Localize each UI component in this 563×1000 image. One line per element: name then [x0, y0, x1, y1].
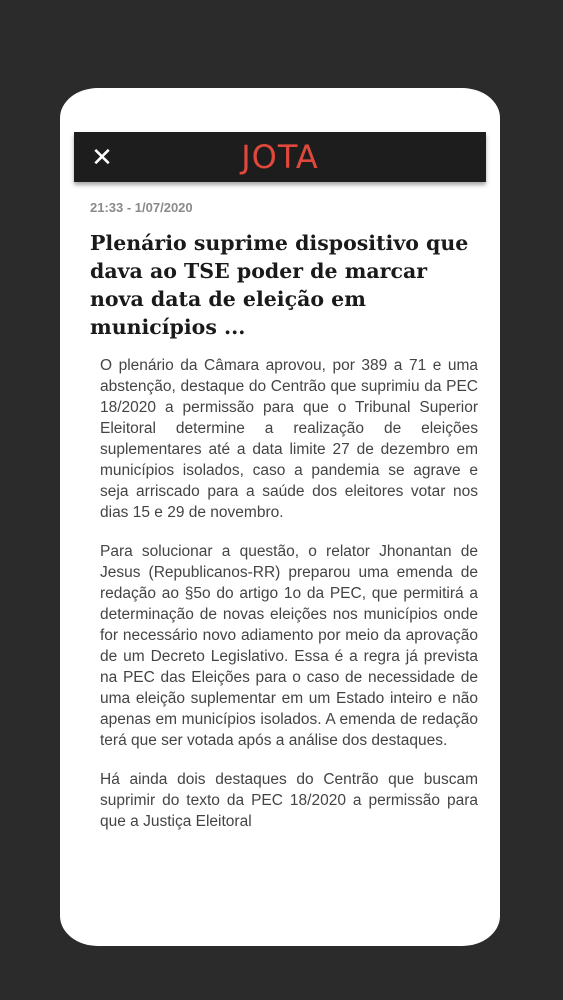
phone-screen — [60, 88, 500, 946]
article-timestamp: 21:33 - 1/07/2020 — [90, 200, 193, 215]
article-paragraph: O plenário da Câmara aprovou, por 389 a 71 e uma abstenção, destaque do Centrão que suprimiu da PEC 18/2020 a permissão para que o Tribunal Superior Eleitoral determine a realização de eleições suplementares até a data limite 27 de dezembro em municípios isolados, caso a pandemia se agrave e seja arriscado para a saúde dos eleitores votar nos dias 15 e 29 de novembro. — [100, 357, 478, 521]
article-body — [90, 355, 478, 832]
article-paragraph: Há ainda dois destaques do Centrão que buscam suprimir do texto da PEC 18/2020 a permissão para que a Justiça Eleitoral — [100, 771, 478, 830]
scroll-fade — [60, 852, 500, 870]
article-content[interactable] — [90, 200, 478, 870]
jota-logo: JOTA — [241, 138, 319, 176]
article-paragraph: Para solucionar a questão, o relator Jhonantan de Jesus (Republicanos-RR) preparou uma emenda de redação ao §5o do artigo 1o da PEC, que permitirá a determinação de novas eleições nos municípios onde for necessário novo adiamento por meio da aprovação de um Decreto Legislativo. Essa é a regra já prevista na PEC das Eleições para o caso de necessidade de uma eleição suplementar em um Estado inteiro e não apenas em municípios isolados. A emenda de redação terá que ser votada após a análise dos destaques. — [100, 543, 478, 749]
app-header — [74, 132, 486, 182]
article-title: Plenário suprime dispositivo que dava ao TSE poder de marcar nova data de eleição em municípios ... — [90, 231, 469, 339]
close-icon[interactable]: ✕ — [91, 142, 113, 172]
